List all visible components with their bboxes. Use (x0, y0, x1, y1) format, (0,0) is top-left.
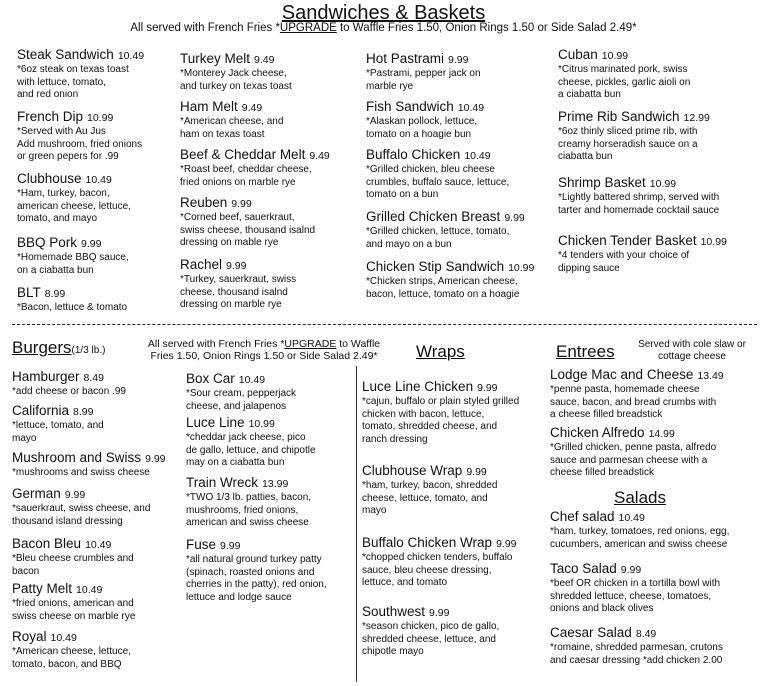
menu-item: Beef & Cheddar Melt 9.49 *Roast beef, cheddar cheese, fried onions on marble rye (180, 147, 330, 188)
menu-item: Buffalo Chicken Wrap 9.99 *chopped chicken tenders, buffalo sauce, bleu cheese dressing, lettuce, and tomato (362, 535, 517, 588)
menu-item: Chicken Stip Sandwich 10.99 *Chicken strips, American cheese, bacon, lettuce, tomato on a hoagie (366, 259, 535, 300)
menu-item: Bacon Bleu 10.49 *Bleu cheese crumbles and bacon (12, 536, 134, 577)
burgers-note: All served with French Fries *UPGRADE to Waffle Fries 1.50, Onion Rings 1.50 or Side Salad 2.49* (147, 338, 381, 362)
menu-item: Fuse 9.99 *all natural ground turkey patty (spinach, roasted onions and cherries in the patty), red onion, lettuce and lodge sauce (186, 537, 327, 603)
menu-item: Turkey Melt 9.49 *Monterey Jack cheese, and turkey on texas toast (180, 51, 292, 92)
menu-item: Royal 10.49 *American cheese, lettuce, tomato, bacon, and BBQ (12, 629, 131, 670)
menu-item: Chicken Alfredo 14.99 *Grilled chicken, penne pasta, alfredo sauce and parmesan cheese with a cheese filled breadstick (550, 425, 717, 478)
menu-item: French Dip 10.99 *Served with Au Jus Add mushroom, fried onions or green pepers for .99 (17, 109, 143, 162)
menu-item: Cuban 10.99 *Citrus marinated pork, swiss cheese, pickles, garlic aioli on a ciabatta bun (558, 47, 691, 100)
menu-item: Reuben 9.99 *Corned beef, sauerkraut, swiss cheese, thousand isalnd dressing on mable rye (180, 195, 316, 248)
menu-item: Clubhouse 10.49 *Ham, turkey, bacon, american cheese, lettuce, tomato, and mayo (17, 171, 131, 224)
column-divider (356, 366, 357, 682)
menu-item: Luce Line 10.99 *cheddar jack cheese, pico de gallo, lettuce, and chipotle may on a ciabatta bun (186, 415, 316, 468)
menu-item: Patty Melt 10.49 *fried onions, american and swiss cheese on marble rye (12, 581, 136, 622)
entrees-note: Served with cole slaw or cottage cheese (638, 339, 746, 362)
menu-item: BLT 8.99 *Bacon, lettuce & tomato (17, 285, 128, 313)
menu-item: Clubhouse Wrap 9.99 *ham, turkey, bacon, shredded cheese, lettuce, tomato, and mayo (362, 463, 498, 516)
burgers-heading: Burgers(1/3 lb.) (12, 338, 106, 357)
menu-item: Chicken Tender Basket 10.99 *4 tenders with your choice of dipping sauce (558, 233, 727, 274)
menu-item: Buffalo Chicken 10.49 *Grilled chicken, bleu cheese crumbles, buffalo sauce, lettuce, tomato on a bun (366, 147, 510, 200)
menu-item: Steak Sandwich 10.49 *6oz steak on texas toast with lettuce, tomato, and red onion (17, 47, 145, 100)
menu-item: Mushroom and Swiss 9.99 *mushrooms and swiss cheese (12, 450, 166, 478)
wraps-heading: Wraps (416, 342, 465, 361)
menu-item: German 9.99 *sauerkraut, swiss cheese, and thousand island dressing (12, 486, 151, 527)
header-subtitle: All served with French Fries *UPGRADE to Waffle Fries 1.50, Onion Rings 1.50 or Side Salad 2.49* (130, 22, 637, 34)
menu-item: Rachel 9.99 *Turkey, sauerkraut, swiss cheese, thousand isalnd dressing on marble rye (180, 257, 297, 310)
menu-item: Ham Melt 9.49 *American cheese, and ham on texas toast (180, 99, 284, 140)
menu-item: Shrimp Basket 10.99 *Lightly battered shrimp, served with tarter and homemade cocktail sauce (558, 175, 720, 216)
menu-item: Train Wreck 13.99 *TWO 1/3 lb. patties, bacon, mushrooms, fried onions, american and swiss cheese (186, 475, 312, 528)
menu-item: Grilled Chicken Breast 9.99 *Grilled chicken, lettuce, tomato, and mayo on a bun (366, 209, 525, 250)
menu-item: Chef salad 10.49 *ham, turkey, tomatoes, red onions, egg, cucumbers, american and swiss cheese (550, 509, 730, 550)
menu-item: Caesar Salad 8.49 *romaine, shredded parmesan, crutons and caesar dressing *add chicken 2.00 (550, 625, 723, 666)
menu-item: Southwest 9.99 *season chicken, pico de gallo, shredded cheese, lettuce, and chipotle mayo (362, 604, 500, 657)
page-title: Sandwiches & Baskets (281, 2, 486, 24)
section-divider (12, 324, 757, 325)
entrees-heading: Entrees (556, 342, 615, 361)
menu-item: Lodge Mac and Cheese 13.49 *penne pasta, homemade cheese sauce, bacon, and bread crumbs with a cheese filled breadstick (550, 367, 724, 420)
menu-item: BBQ Pork 9.99 *Homemade BBQ sauce, on a ciabatta bun (17, 235, 129, 276)
salads-heading: Salads (614, 488, 666, 507)
menu-item: Prime Rib Sandwich 12.99 *6oz thinly sliced prime rib, with creamy horseradish sauce on a ciabatta bun (558, 109, 710, 162)
menu-item: Box Car 10.49 *Sour cream, pepperjack cheese, and jalapenos (186, 371, 297, 412)
menu-item: California 8.99 *lettuce, tomato, and mayo (12, 403, 104, 444)
menu-item: Hot Pastrami 9.99 *Pastrami, pepper jack on marble rye (366, 51, 481, 92)
menu-item: Luce Line Chicken 9.99 *cajun, buffalo or plain styled grilled chicken with bacon, lettuce, tomato, shredded cheese, and ranch dressing (362, 379, 520, 445)
menu-item: Hamburger 8.49 *add cheese or bacon .99 (12, 369, 126, 397)
menu-item: Taco Salad 9.99 *beef OR chicken in a tortilla bowl with shredded lettuce, cheese, tomatoes, onions and black olives (550, 561, 721, 614)
menu-item: Fish Sandwich 10.49 *Alaskan pollock, lettuce, tomato on a hoagie bun (366, 99, 485, 140)
